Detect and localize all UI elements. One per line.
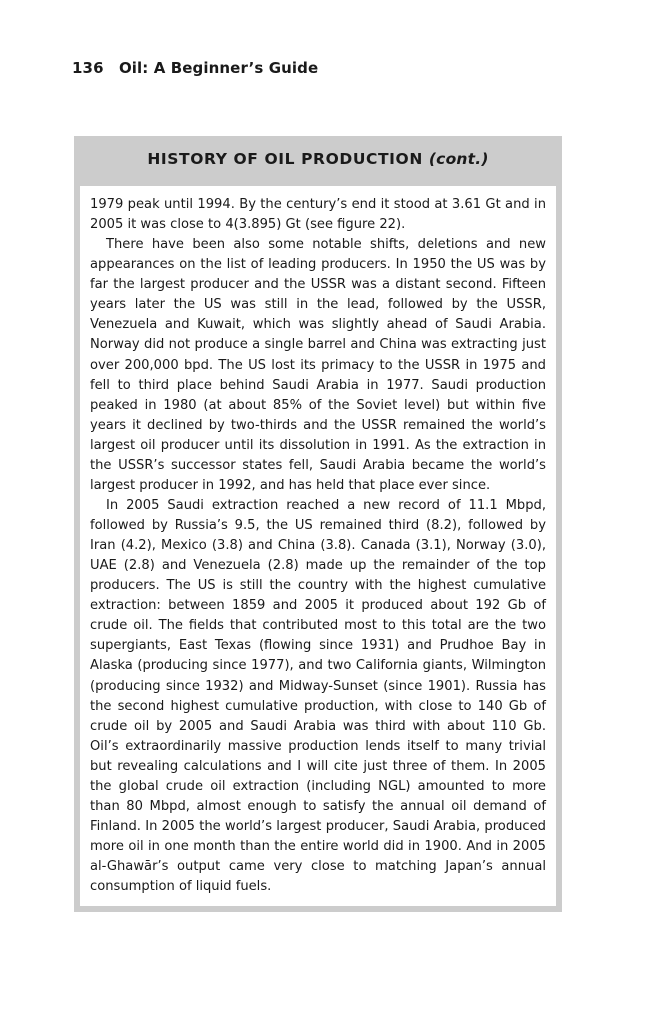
book-title: Oil: A Beginner’s Guide bbox=[118, 59, 319, 77]
box-title-continued: (cont.) bbox=[428, 150, 489, 168]
running-head bbox=[72, 59, 318, 77]
paragraph-3: In 2005 Saudi extraction reached a new record of 11.1 Mbpd, followed by Russia’s 9.5, the US remained third (8.2), followed by Iran (4.2), Mexico (3.8) and China (3.8). Canada (3.1), Norway (3.0), UAE (2.8) and Venezuela (2.8) made up the remainder of the top producers. The US is still the country with the highest cumulative extraction: between 1859 and 2005 it produced about 192 Gb of crude oil. The fields that contributed most to this total are the two supergiants, East Texas (flowing since 1931) and Prudhoe Bay in Alaska (producing since 1977), and two California giants, Wilmington (producing since 1932) and Midway-Sunset (since 1901). Russia has the second highest cumulative production, with close to 140 Gb of crude oil by 2005 and Saudi Arabia was third with about 110 Gb. Oil’s extraordinarily massive production lends itself to many trivial but revealing calculations and I will cite just three of them. In 2005 the global crude oil extraction (including NGL) amounted to more than 80 Mbpd, almost enough to satisfy the annual oil demand of Finland. In 2005 the world’s largest producer, Saudi Arabia, produced more oil in one month than the entire world did in 1900. And in 2005 al-Ghawār’s output came very close to matching Japan’s annual consumption of liquid fuels. bbox=[90, 497, 546, 895]
box-body bbox=[80, 186, 556, 906]
page-number: 136 bbox=[72, 59, 104, 77]
box-text bbox=[90, 195, 546, 897]
box-title bbox=[74, 150, 562, 168]
box-title-text: HISTORY OF OIL PRODUCTION bbox=[147, 150, 423, 168]
sidebar-box bbox=[74, 136, 562, 912]
paragraph-1: 1979 peak until 1994. By the century’s end it stood at 3.61 Gt and in 2005 it was close to 4(3.895) Gt (see figure 22). bbox=[90, 197, 546, 233]
paragraph-2: There have been also some notable shifts, deletions and new appearances on the list of leading producers. In 1950 the US was by far the largest producer and the USSR was a distant second. Fifteen years later the US was still in the lead, followed by the USSR, Venezuela and Kuwait, which was slightly ahead of Saudi Arabia. Norway did not produce a single barrel and China was extracting just over 200,000 bpd. The US lost its primacy to the USSR in 1975 and fell to third place behind Saudi Arabia in 1977. Saudi production peaked in 1980 (at about 85% of the Soviet level) but within five years it declined by two-thirds and the USSR remained the world’s largest oil producer until its dissolution in 1991. As the extraction in the USSR’s successor states fell, Saudi Arabia became the world’s largest producer in 1992, and has held that place ever since. bbox=[90, 237, 546, 493]
